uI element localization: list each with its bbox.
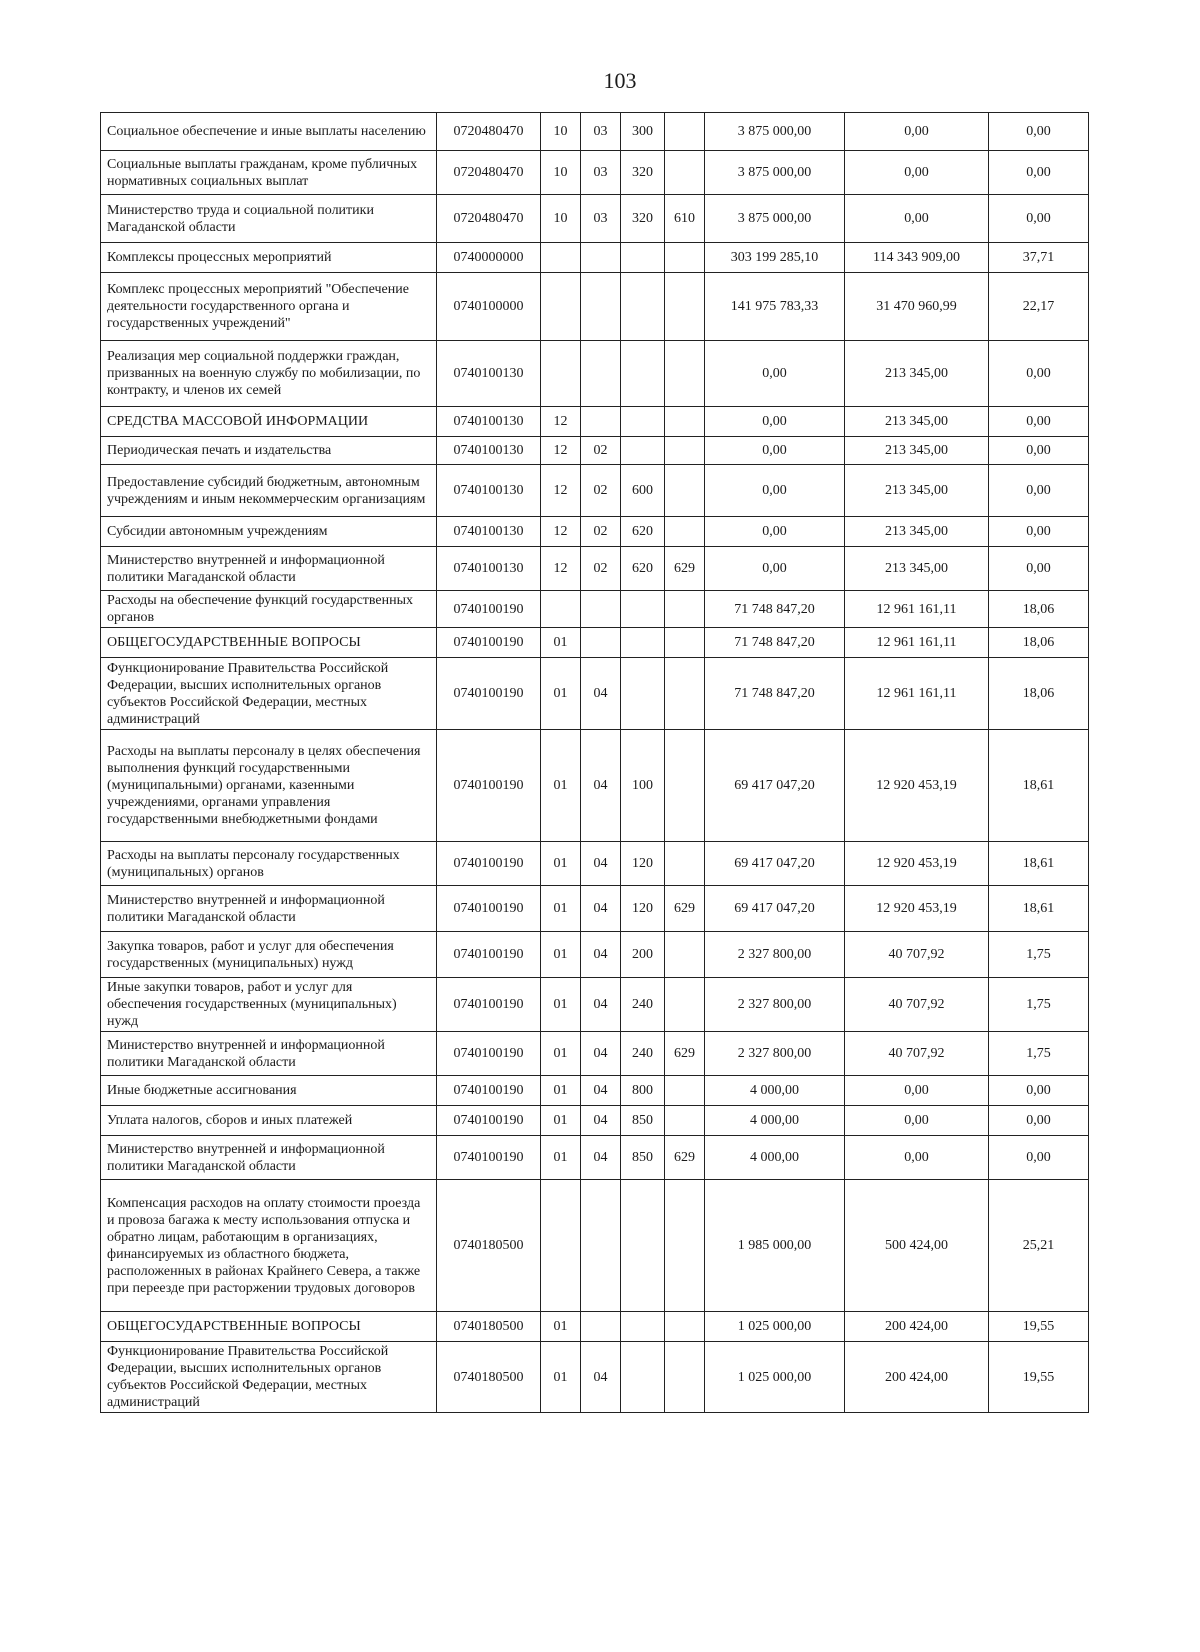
row-name: Функционирование Правительства Российской Федерации, высших исполнительных органов субъектов Российской Федерации, местных администраций <box>101 1342 437 1413</box>
row-percent: 18,61 <box>989 842 1089 886</box>
row-code: 0740180500 <box>437 1180 541 1312</box>
row-fact: 200 424,00 <box>845 1312 989 1342</box>
row-subsection: 04 <box>581 730 621 842</box>
row-admin-code <box>665 517 705 547</box>
row-section: 01 <box>541 978 581 1032</box>
row-plan: 0,00 <box>705 437 845 465</box>
row-subsection <box>581 1180 621 1312</box>
row-percent: 0,00 <box>989 437 1089 465</box>
row-plan: 3 875 000,00 <box>705 113 845 151</box>
row-code: 0740100190 <box>437 1106 541 1136</box>
row-code: 0740100130 <box>437 547 541 591</box>
row-fact: 213 345,00 <box>845 407 989 437</box>
row-subsection <box>581 273 621 341</box>
row-name: Министерство внутренней и информационной политики Магаданской области <box>101 1032 437 1076</box>
row-percent: 0,00 <box>989 465 1089 517</box>
row-name: Социальное обеспечение и иные выплаты населению <box>101 113 437 151</box>
row-percent: 18,61 <box>989 886 1089 932</box>
row-section: 01 <box>541 842 581 886</box>
row-percent: 0,00 <box>989 151 1089 195</box>
row-code: 0740100190 <box>437 978 541 1032</box>
table-row <box>101 886 1089 932</box>
row-fact: 31 470 960,99 <box>845 273 989 341</box>
row-plan: 141 975 783,33 <box>705 273 845 341</box>
table-row <box>101 407 1089 437</box>
row-code: 0740100130 <box>437 341 541 407</box>
row-subsection <box>581 628 621 658</box>
row-code: 0740100130 <box>437 517 541 547</box>
page-number: 103 <box>603 68 637 93</box>
row-section <box>541 1180 581 1312</box>
table-row <box>101 978 1089 1032</box>
row-name: Периодическая печать и издательства <box>101 437 437 465</box>
row-percent: 1,75 <box>989 1032 1089 1076</box>
row-expense-type <box>621 437 665 465</box>
row-name: Министерство внутренней и информационной политики Магаданской области <box>101 547 437 591</box>
row-admin-code: 629 <box>665 547 705 591</box>
row-fact: 40 707,92 <box>845 1032 989 1076</box>
row-section <box>541 243 581 273</box>
row-expense-type <box>621 1342 665 1413</box>
row-admin-code <box>665 932 705 978</box>
row-percent: 25,21 <box>989 1180 1089 1312</box>
row-section: 01 <box>541 886 581 932</box>
row-expense-type: 120 <box>621 886 665 932</box>
row-admin-code <box>665 1180 705 1312</box>
row-subsection <box>581 591 621 628</box>
row-admin-code <box>665 1342 705 1413</box>
row-section <box>541 273 581 341</box>
row-fact: 0,00 <box>845 113 989 151</box>
row-expense-type <box>621 628 665 658</box>
row-percent: 0,00 <box>989 113 1089 151</box>
row-section: 12 <box>541 465 581 517</box>
row-code: 0740100000 <box>437 273 541 341</box>
budget-table <box>100 112 1089 1413</box>
row-section: 12 <box>541 407 581 437</box>
row-subsection: 03 <box>581 195 621 243</box>
row-code: 0740100190 <box>437 1136 541 1180</box>
row-subsection: 04 <box>581 932 621 978</box>
row-percent: 0,00 <box>989 195 1089 243</box>
row-subsection: 04 <box>581 978 621 1032</box>
row-name: СРЕДСТВА МАССОВОЙ ИНФОРМАЦИИ <box>101 407 437 437</box>
table-row <box>101 195 1089 243</box>
row-code: 0740100130 <box>437 407 541 437</box>
row-name: Комплекс процессных мероприятий "Обеспечение деятельности государственного органа и государственных учреждений" <box>101 273 437 341</box>
row-admin-code <box>665 978 705 1032</box>
table-row <box>101 1312 1089 1342</box>
row-expense-type <box>621 658 665 730</box>
row-fact: 213 345,00 <box>845 341 989 407</box>
row-section: 01 <box>541 1342 581 1413</box>
row-plan: 303 199 285,10 <box>705 243 845 273</box>
row-name: Расходы на выплаты персоналу государственных (муниципальных) органов <box>101 842 437 886</box>
row-percent: 19,55 <box>989 1312 1089 1342</box>
table-row <box>101 1106 1089 1136</box>
row-plan: 4 000,00 <box>705 1076 845 1106</box>
row-code: 0720480470 <box>437 151 541 195</box>
row-subsection: 04 <box>581 1076 621 1106</box>
row-percent: 0,00 <box>989 1076 1089 1106</box>
row-fact: 12 961 161,11 <box>845 591 989 628</box>
row-expense-type: 300 <box>621 113 665 151</box>
row-plan: 0,00 <box>705 547 845 591</box>
row-section: 01 <box>541 1032 581 1076</box>
row-fact: 12 920 453,19 <box>845 842 989 886</box>
row-code: 0740180500 <box>437 1312 541 1342</box>
row-code: 0740100190 <box>437 1032 541 1076</box>
row-expense-type: 100 <box>621 730 665 842</box>
row-plan: 4 000,00 <box>705 1106 845 1136</box>
row-section: 12 <box>541 547 581 591</box>
row-admin-code <box>665 1106 705 1136</box>
row-admin-code: 629 <box>665 1032 705 1076</box>
row-percent: 22,17 <box>989 273 1089 341</box>
row-expense-type: 240 <box>621 1032 665 1076</box>
row-fact: 213 345,00 <box>845 547 989 591</box>
row-name: Иные закупки товаров, работ и услуг для обеспечения государственных (муниципальных) нужд <box>101 978 437 1032</box>
row-plan: 1 985 000,00 <box>705 1180 845 1312</box>
row-name: Министерство внутренней и информационной политики Магаданской области <box>101 886 437 932</box>
row-expense-type: 850 <box>621 1106 665 1136</box>
row-expense-type: 240 <box>621 978 665 1032</box>
row-name: Предоставление субсидий бюджетным, автономным учреждениям и иным некоммерческим организациям <box>101 465 437 517</box>
row-admin-code <box>665 591 705 628</box>
table-row <box>101 842 1089 886</box>
row-percent: 0,00 <box>989 517 1089 547</box>
row-code: 0740180500 <box>437 1342 541 1413</box>
row-name: Расходы на обеспечение функций государственных органов <box>101 591 437 628</box>
row-subsection: 03 <box>581 113 621 151</box>
table-row <box>101 465 1089 517</box>
row-expense-type: 320 <box>621 195 665 243</box>
row-admin-code <box>665 465 705 517</box>
row-percent: 37,71 <box>989 243 1089 273</box>
row-admin-code <box>665 1312 705 1342</box>
row-plan: 3 875 000,00 <box>705 151 845 195</box>
row-admin-code: 629 <box>665 886 705 932</box>
row-fact: 0,00 <box>845 195 989 243</box>
row-fact: 12 920 453,19 <box>845 730 989 842</box>
row-plan: 2 327 800,00 <box>705 978 845 1032</box>
table-row <box>101 1180 1089 1312</box>
row-plan: 3 875 000,00 <box>705 195 845 243</box>
row-expense-type: 620 <box>621 547 665 591</box>
row-plan: 0,00 <box>705 465 845 517</box>
row-expense-type: 120 <box>621 842 665 886</box>
row-plan: 1 025 000,00 <box>705 1342 845 1413</box>
row-section: 01 <box>541 658 581 730</box>
row-fact: 40 707,92 <box>845 932 989 978</box>
row-name: Реализация мер социальной поддержки граждан, призванных на военную службу по мобилизации, по контракту, и членов их семей <box>101 341 437 407</box>
row-percent: 0,00 <box>989 547 1089 591</box>
row-code: 0740100130 <box>437 437 541 465</box>
row-admin-code <box>665 437 705 465</box>
row-plan: 4 000,00 <box>705 1136 845 1180</box>
row-fact: 0,00 <box>845 1136 989 1180</box>
row-subsection: 04 <box>581 1136 621 1180</box>
row-percent: 0,00 <box>989 1136 1089 1180</box>
row-section: 01 <box>541 730 581 842</box>
row-plan: 2 327 800,00 <box>705 932 845 978</box>
row-plan: 71 748 847,20 <box>705 658 845 730</box>
table-row <box>101 730 1089 842</box>
row-expense-type: 800 <box>621 1076 665 1106</box>
row-section: 01 <box>541 628 581 658</box>
table-row <box>101 1032 1089 1076</box>
row-admin-code <box>665 1076 705 1106</box>
row-name: Иные бюджетные ассигнования <box>101 1076 437 1106</box>
row-section: 10 <box>541 151 581 195</box>
row-name: ОБЩЕГОСУДАРСТВЕННЫЕ ВОПРОСЫ <box>101 628 437 658</box>
table-row <box>101 591 1089 628</box>
row-admin-code <box>665 151 705 195</box>
row-section: 01 <box>541 932 581 978</box>
row-expense-type <box>621 407 665 437</box>
row-subsection: 04 <box>581 886 621 932</box>
row-percent: 18,06 <box>989 658 1089 730</box>
table-row <box>101 628 1089 658</box>
row-code: 0740100190 <box>437 658 541 730</box>
row-plan: 71 748 847,20 <box>705 628 845 658</box>
row-expense-type: 200 <box>621 932 665 978</box>
row-fact: 114 343 909,00 <box>845 243 989 273</box>
row-admin-code <box>665 842 705 886</box>
row-name: Социальные выплаты гражданам, кроме публичных нормативных социальных выплат <box>101 151 437 195</box>
table-row <box>101 243 1089 273</box>
row-fact: 0,00 <box>845 1076 989 1106</box>
row-fact: 12 961 161,11 <box>845 628 989 658</box>
row-subsection: 03 <box>581 151 621 195</box>
row-section <box>541 591 581 628</box>
row-section: 12 <box>541 437 581 465</box>
row-fact: 213 345,00 <box>845 465 989 517</box>
row-percent: 0,00 <box>989 407 1089 437</box>
row-subsection: 04 <box>581 1106 621 1136</box>
row-fact: 12 920 453,19 <box>845 886 989 932</box>
row-fact: 12 961 161,11 <box>845 658 989 730</box>
row-code: 0740100190 <box>437 932 541 978</box>
row-section: 01 <box>541 1106 581 1136</box>
row-code: 0740100190 <box>437 628 541 658</box>
row-code: 0740100190 <box>437 1076 541 1106</box>
row-code: 0740000000 <box>437 243 541 273</box>
row-name: Министерство труда и социальной политики Магаданской области <box>101 195 437 243</box>
row-name: Министерство внутренней и информационной политики Магаданской области <box>101 1136 437 1180</box>
row-code: 0720480470 <box>437 113 541 151</box>
row-expense-type <box>621 1312 665 1342</box>
row-section: 01 <box>541 1136 581 1180</box>
table-row <box>101 517 1089 547</box>
table-row <box>101 658 1089 730</box>
row-admin-code <box>665 658 705 730</box>
row-subsection <box>581 407 621 437</box>
row-expense-type: 600 <box>621 465 665 517</box>
row-subsection <box>581 243 621 273</box>
table-row <box>101 273 1089 341</box>
row-plan: 0,00 <box>705 341 845 407</box>
row-name: ОБЩЕГОСУДАРСТВЕННЫЕ ВОПРОСЫ <box>101 1312 437 1342</box>
table-row <box>101 1076 1089 1106</box>
row-code: 0740100130 <box>437 465 541 517</box>
row-subsection: 04 <box>581 1342 621 1413</box>
row-subsection: 04 <box>581 842 621 886</box>
row-subsection: 02 <box>581 437 621 465</box>
row-plan: 2 327 800,00 <box>705 1032 845 1076</box>
row-name: Компенсация расходов на оплату стоимости проезда и провоза багажа к месту использования отпуска и обратно лицам, работающим в организациях, финансируемых из областного бюджета, расположенных в районах Крайнего Севера, а также при переезде при расторжении трудовых договоров <box>101 1180 437 1312</box>
row-section: 01 <box>541 1312 581 1342</box>
row-subsection: 04 <box>581 1032 621 1076</box>
row-code: 0740100190 <box>437 591 541 628</box>
row-expense-type <box>621 243 665 273</box>
row-fact: 0,00 <box>845 1106 989 1136</box>
row-subsection <box>581 1312 621 1342</box>
row-plan: 69 417 047,20 <box>705 842 845 886</box>
row-plan: 1 025 000,00 <box>705 1312 845 1342</box>
row-code: 0740100190 <box>437 842 541 886</box>
row-plan: 71 748 847,20 <box>705 591 845 628</box>
table-row <box>101 113 1089 151</box>
table-row <box>101 1342 1089 1413</box>
row-fact: 500 424,00 <box>845 1180 989 1312</box>
row-subsection: 02 <box>581 465 621 517</box>
row-name: Закупка товаров, работ и услуг для обеспечения государственных (муниципальных) нужд <box>101 932 437 978</box>
row-expense-type <box>621 341 665 407</box>
table-row <box>101 341 1089 407</box>
row-percent: 1,75 <box>989 978 1089 1032</box>
row-fact: 213 345,00 <box>845 517 989 547</box>
row-admin-code <box>665 730 705 842</box>
row-percent: 18,06 <box>989 628 1089 658</box>
row-percent: 18,06 <box>989 591 1089 628</box>
row-admin-code <box>665 273 705 341</box>
row-section: 12 <box>541 517 581 547</box>
table-row <box>101 1136 1089 1180</box>
row-section: 01 <box>541 1076 581 1106</box>
row-percent: 0,00 <box>989 341 1089 407</box>
table-body <box>101 113 1089 1413</box>
row-fact: 200 424,00 <box>845 1342 989 1413</box>
row-fact: 213 345,00 <box>845 437 989 465</box>
row-name: Уплата налогов, сборов и иных платежей <box>101 1106 437 1136</box>
table-row <box>101 437 1089 465</box>
budget-table-container <box>100 112 1089 1413</box>
table-row <box>101 547 1089 591</box>
row-subsection <box>581 341 621 407</box>
row-expense-type <box>621 591 665 628</box>
row-fact: 0,00 <box>845 151 989 195</box>
row-expense-type <box>621 1180 665 1312</box>
row-name: Расходы на выплаты персоналу в целях обеспечения выполнения функций государственными (муниципальными) органами, казенными учреждениями, органами управления государственными внебюджетными фондами <box>101 730 437 842</box>
row-percent: 19,55 <box>989 1342 1089 1413</box>
row-admin-code <box>665 407 705 437</box>
row-code: 0740100190 <box>437 886 541 932</box>
row-subsection: 02 <box>581 547 621 591</box>
row-plan: 69 417 047,20 <box>705 886 845 932</box>
row-name: Функционирование Правительства Российской Федерации, высших исполнительных органов субъектов Российской Федерации, местных администраций <box>101 658 437 730</box>
row-fact: 40 707,92 <box>845 978 989 1032</box>
row-expense-type <box>621 273 665 341</box>
row-plan: 0,00 <box>705 517 845 547</box>
row-admin-code: 629 <box>665 1136 705 1180</box>
row-plan: 69 417 047,20 <box>705 730 845 842</box>
row-expense-type: 850 <box>621 1136 665 1180</box>
row-percent: 0,00 <box>989 1106 1089 1136</box>
row-code: 0720480470 <box>437 195 541 243</box>
row-name: Субсидии автономным учреждениям <box>101 517 437 547</box>
row-expense-type: 320 <box>621 151 665 195</box>
row-admin-code <box>665 243 705 273</box>
row-code: 0740100190 <box>437 730 541 842</box>
row-percent: 1,75 <box>989 932 1089 978</box>
row-admin-code <box>665 113 705 151</box>
row-section <box>541 341 581 407</box>
row-admin-code <box>665 341 705 407</box>
row-subsection: 02 <box>581 517 621 547</box>
row-admin-code <box>665 628 705 658</box>
row-section: 10 <box>541 113 581 151</box>
row-section: 10 <box>541 195 581 243</box>
row-admin-code: 610 <box>665 195 705 243</box>
table-row <box>101 151 1089 195</box>
row-subsection: 04 <box>581 658 621 730</box>
table-row <box>101 932 1089 978</box>
row-expense-type: 620 <box>621 517 665 547</box>
row-name: Комплексы процессных мероприятий <box>101 243 437 273</box>
row-plan: 0,00 <box>705 407 845 437</box>
row-percent: 18,61 <box>989 730 1089 842</box>
